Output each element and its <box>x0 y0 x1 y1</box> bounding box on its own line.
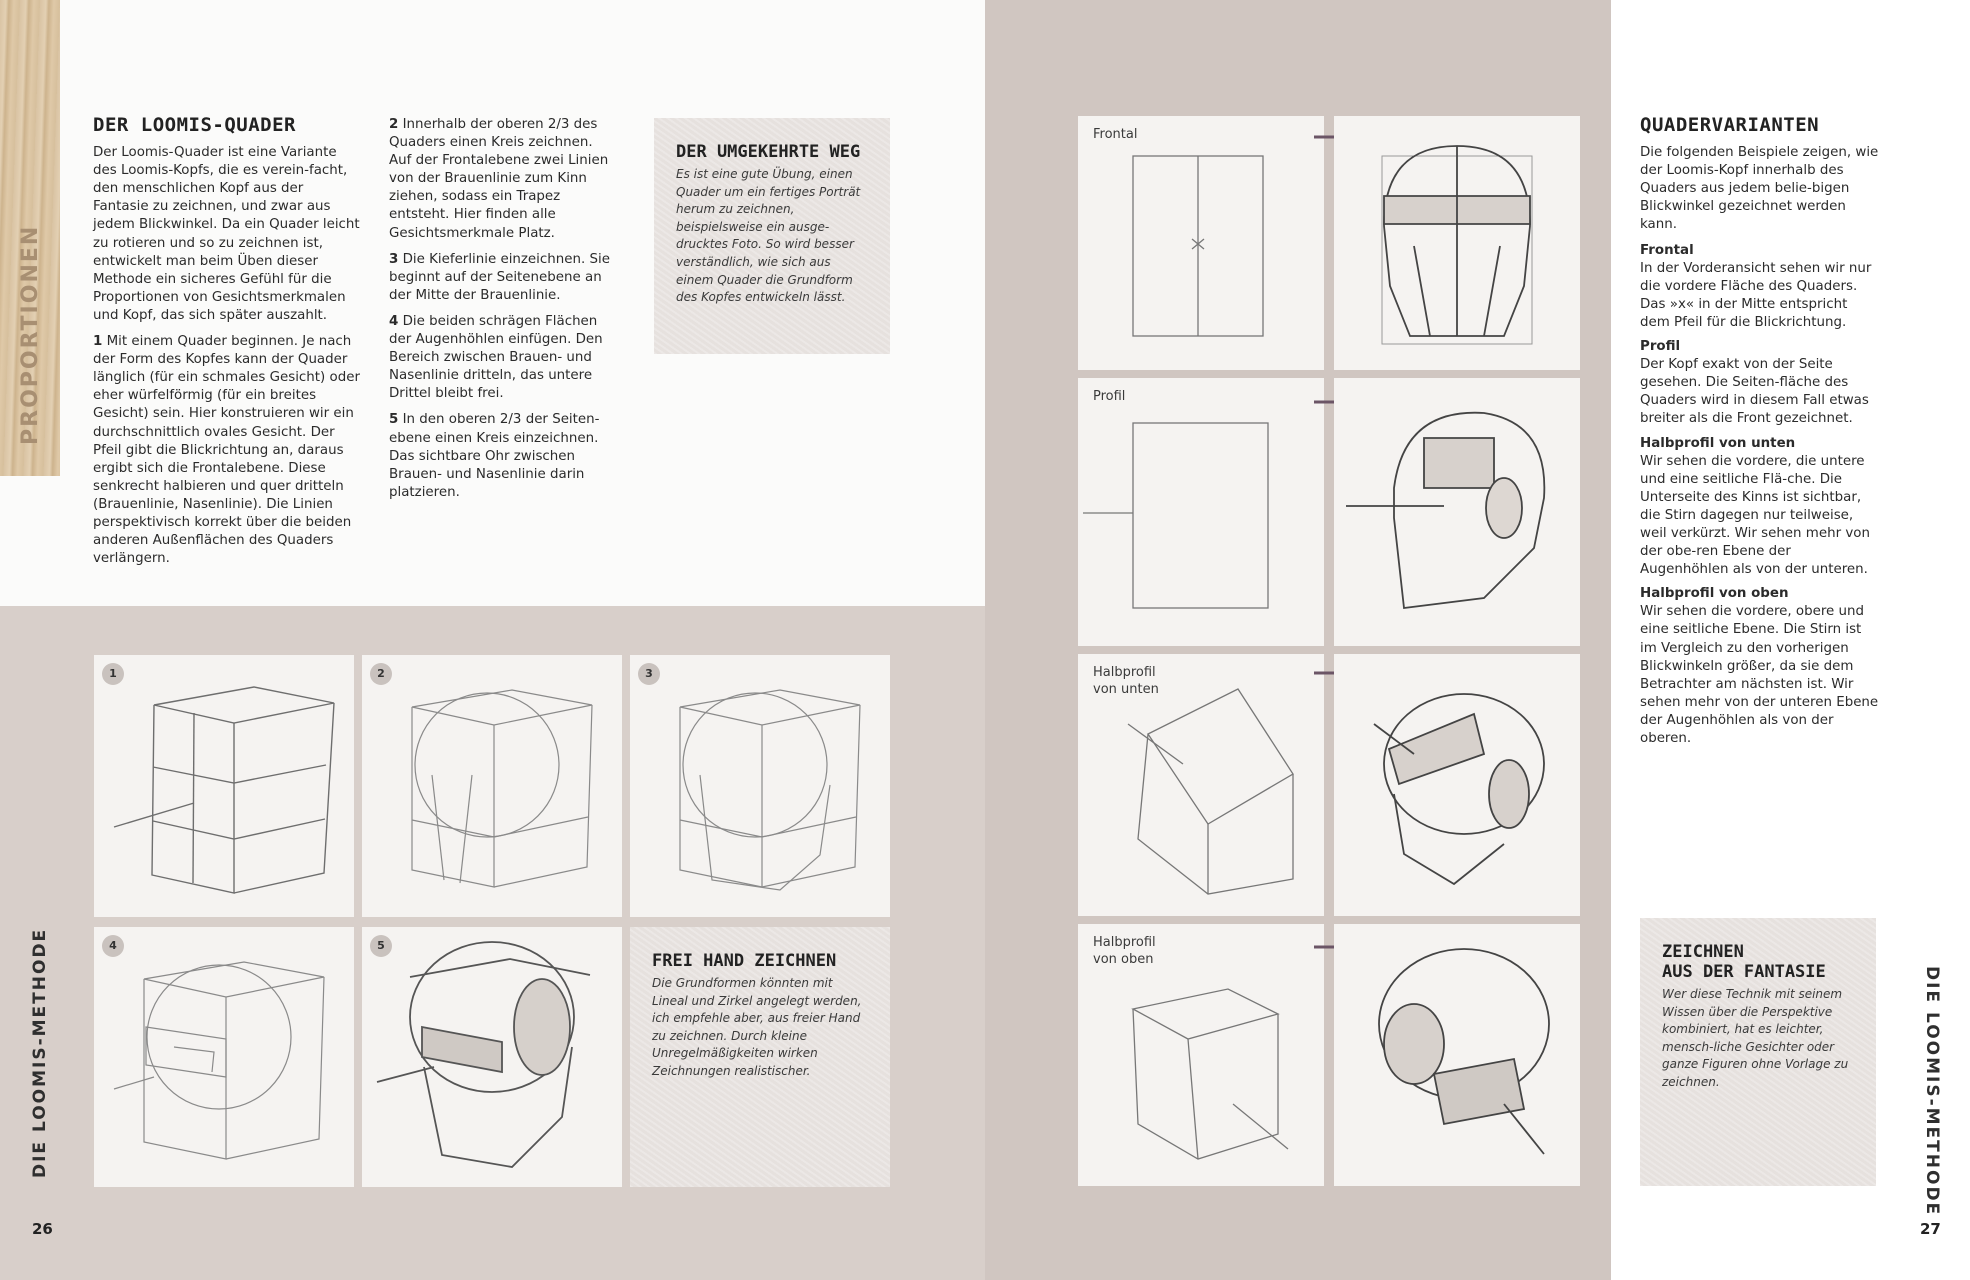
head-sketch-5 <box>362 927 622 1187</box>
note-fantasie-title: ZEICHNEN AUS DER FANTASIE <box>1662 942 1826 982</box>
loomis-quader-column-1 <box>93 116 361 576</box>
note-frei-hand-zeichnen <box>630 927 890 1187</box>
quadervarianten-title: QUADERVARIANTEN <box>1640 114 1820 136</box>
view-label-halbprofil-unten: Halbprofil von unten <box>1093 665 1159 697</box>
cube-sketch-2 <box>362 655 622 917</box>
page-number-left: 26 <box>32 1220 53 1238</box>
step-badge-2: 2 <box>370 663 392 685</box>
halbprofil-unten-head-tile <box>1334 654 1580 916</box>
step-1-text: 1 Mit einem Quader beginnen. Je nach der Form des Kopfes kann der Quader länglich (für ein schmales Gesicht) oder eher würfelförmig (für ein breites Gesicht) sein. Hier konstruieren wir ein durchschnittlich ovales Gesicht. Der Pfeil gibt die Blickrichtung an, daraus ergibt sich die Frontalebene. Diese senkrecht halbieren und quer dritteln (Brauenlinie, Nasenlinie). Die Linien perspektivisch korrekt über die beiden anderen Außenflächen des Quaders verlängern. <box>93 334 360 567</box>
view-label-profil: Profil <box>1093 389 1126 404</box>
proportionen-side-label: PROPORTIONEN <box>18 224 43 445</box>
step-tile-4 <box>94 927 354 1187</box>
halbprofil-oben-head-sketch <box>1334 924 1580 1186</box>
view-label-halbprofil-oben: Halbprofil von oben <box>1093 935 1156 967</box>
step-4-text: 4 Die beiden schrägen Flächen der Augenhöhlen einfügen. Den Bereich zwischen Brauen- und Nasenlinie dritteln, das untere Drittel bleibt frei. <box>389 313 603 402</box>
quadervarianten-intro: Die folgenden Beispiele zeigen, wie der Loomis-Kopf innerhalb des Quaders aus jedem belie-bigen Blickwinkel gezeichnet werden kann. <box>1640 145 1879 233</box>
step-badge-4: 4 <box>102 935 124 957</box>
step-tile-2 <box>362 655 622 917</box>
step-badge-3: 3 <box>638 663 660 685</box>
halbprofil-unten-cube-sketch <box>1078 654 1324 916</box>
cube-sketch-4 <box>94 927 354 1187</box>
halbprofil-oben-cube-sketch <box>1078 924 1324 1186</box>
loomis-quader-column-2 <box>389 116 619 510</box>
halbprofil-oben-head-tile <box>1334 924 1580 1186</box>
cube-sketch-3 <box>630 655 890 917</box>
profil-head-tile <box>1334 378 1580 646</box>
halbprofil-unten-section: Halbprofil von unten Wir sehen die vordere, die untere und eine seitliche Flä-che. Die Unterseite des Kinns ist sichtbar, die Stirn dagegen nur teilweise, weil verkürzt. Wir sehen mehr von der obe-ren Ebene der Augenhöhlen als von der unteren. <box>1640 435 1870 578</box>
loomis-quader-title: DER LOOMIS-QUADER <box>93 114 296 136</box>
note-umgekehrter-weg-text: Es ist eine gute Übung, einen Quader um ein fertiges Porträt herum zu zeichnen, beispielsweise ein ausge-drucktes Foto. So wird besser verständlich, wie sich aus einem Quader die Grundform des Kopfes entwickeln lässt. <box>676 167 861 305</box>
frontal-section: Frontal In der Vorderansicht sehen wir nur die vordere Fläche des Quaders. Das »x« in der Mitte entspricht dem Pfeil für die Blickrichtung. <box>1640 242 1872 330</box>
frontal-cube-sketch <box>1078 116 1324 370</box>
note-umgekehrter-weg-title: DER UMGEKEHRTE WEG <box>676 142 861 162</box>
step-tile-1 <box>94 655 354 917</box>
halbprofil-unten-head-sketch <box>1334 654 1580 916</box>
loomis-side-label-left: DIE LOOMIS-METHODE <box>30 927 50 1178</box>
step-3-text: 3 Die Kieferlinie einzeichnen. Sie beginnt auf der Seitenebene an der Mitte der Brauenlinie. <box>389 251 610 303</box>
step-tile-5 <box>362 927 622 1187</box>
frontal-head-tile <box>1334 116 1580 370</box>
note-zeichnen-aus-der-fantasie <box>1640 918 1876 1186</box>
loomis-side-label-right: DIE LOOMIS-METHODE <box>1922 966 1942 1217</box>
quadervarianten-column <box>1640 116 1880 756</box>
halbprofil-oben-cube-tile <box>1078 924 1324 1186</box>
view-label-frontal: Frontal <box>1093 127 1138 142</box>
step-5-text: 5 In den oberen 2/3 der Seiten-ebene einen Kreis einzeichnen. Das sichtbare Ohr zwischen Brauen- und Nasenlinie darin platzieren. <box>389 412 600 500</box>
note-frei-hand-text: Die Grundformen könnten mit Lineal und Zirkel angelegt werden, ich empfehle aber, aus freier Hand zu zeichnen. Durch kleine Unregelmäßigkeiten wirken Zeichnungen realistischer. <box>652 976 862 1078</box>
profil-head-sketch <box>1334 378 1580 646</box>
page-number-right: 27 <box>1920 1220 1941 1238</box>
step-tile-3 <box>630 655 890 917</box>
step-2-text: 2 Innerhalb der oberen 2/3 des Quaders einen Kreis zeichnen. Auf der Frontalebene zwei Linien von der Brauenlinie zum Kinn ziehen, sodass ein Trapez entsteht. Hier finden alle Gesichtsmerkmale Platz. <box>389 117 609 241</box>
step-badge-5: 5 <box>370 935 392 957</box>
cube-sketch-1 <box>94 655 354 917</box>
step-badge-1: 1 <box>102 663 124 685</box>
loomis-quader-intro: Der Loomis-Quader ist eine Variante des Loomis-Kopfs, die es verein-facht, den menschlichen Kopf aus der Fantasie zu zeichnen, und zwar aus jedem Blickwinkel. Da ein Quader leicht zu rotieren und so zu zeichnen ist, entwickelt man beim Üben dieser Methode ein sicheres Gefühl für die Proportionen von Gesichtsmerkmalen und Kopf, das sich später auszahlt. <box>93 145 360 323</box>
note-frei-hand-title: FREI HAND ZEICHNEN <box>652 951 837 971</box>
note-umgekehrter-weg <box>654 118 890 354</box>
profil-cube-sketch <box>1078 378 1324 646</box>
halbprofil-unten-cube-tile <box>1078 654 1324 916</box>
halbprofil-oben-section: Halbprofil von oben Wir sehen die vordere, obere und eine seitliche Ebene. Die Stirn ist im Vergleich zu den vorherigen Blickwinkeln größer, da sie dem Betrachter am nächsten ist. Wir sehen mehr von der unteren Ebene der Augenhöhlen als von der oberen. <box>1640 586 1879 746</box>
note-fantasie-text: Wer diese Technik mit seinem Wissen über die Perspektive kombiniert, hat es leichter, mensch-liche Gesichter oder ganze Figuren ohne Vorlage zu zeichnen. <box>1662 987 1849 1089</box>
profil-section: Profil Der Kopf exakt von der Seite gesehen. Die Seiten-fläche des Quaders wird in diesem Fall etwas breiter als die Front gezeichnet. <box>1640 339 1869 427</box>
frontal-cube-tile <box>1078 116 1324 370</box>
profil-cube-tile <box>1078 378 1324 646</box>
frontal-head-sketch <box>1334 116 1580 370</box>
